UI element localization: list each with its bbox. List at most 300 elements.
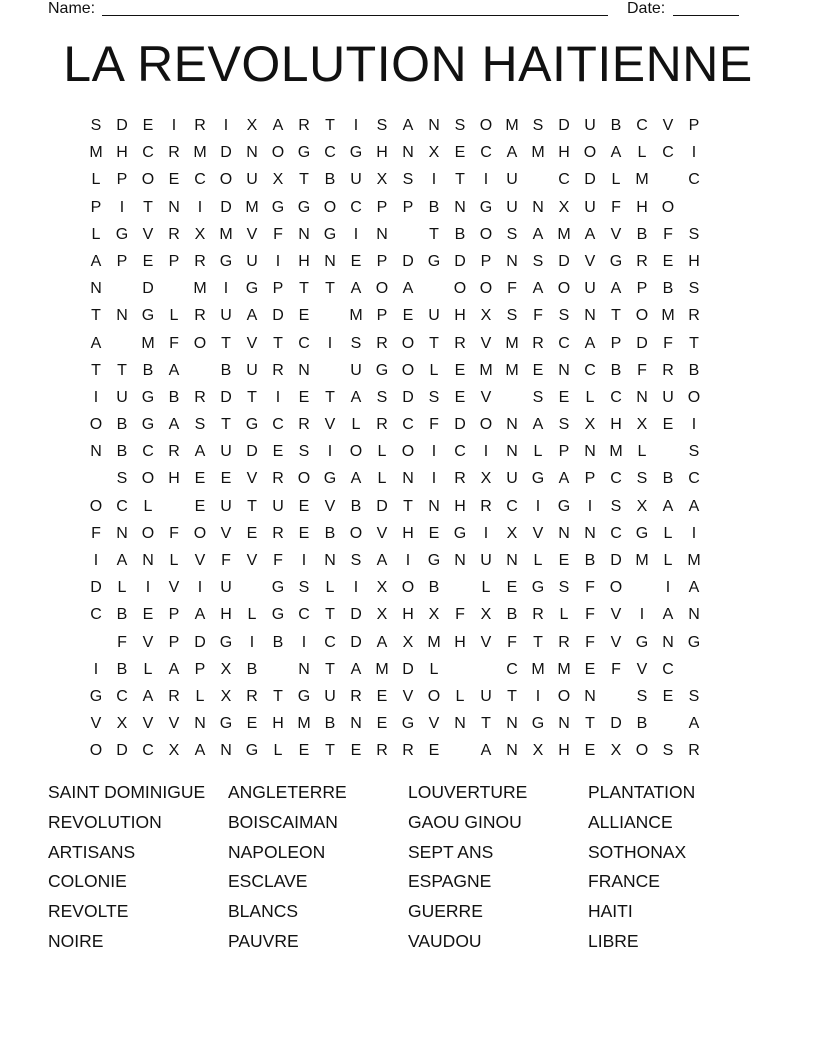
grid-cell: C	[558, 171, 570, 189]
grid-cell: V	[246, 334, 258, 352]
grid-cell: X	[610, 742, 622, 760]
grid-cell: S	[662, 742, 674, 760]
grid-cell: N	[324, 252, 336, 270]
grid-cell: R	[168, 443, 180, 461]
grid-cell: N	[506, 552, 518, 569]
grid-cell: R	[246, 687, 258, 705]
grid-cell: B	[584, 552, 596, 569]
grid-cell: L	[559, 606, 569, 624]
grid-row	[83, 737, 733, 764]
grid-cell: G	[115, 225, 129, 243]
grid-cell: O	[479, 225, 493, 243]
grid-cell: H	[454, 307, 466, 325]
grid-cell: O	[193, 524, 207, 542]
grid-cell: B	[324, 524, 336, 542]
grid-cell: O	[375, 280, 389, 298]
grid-cell: V	[194, 552, 206, 569]
grid-cell: N	[90, 280, 102, 298]
grid-cell: I	[639, 606, 645, 624]
grid-cell: F	[169, 524, 179, 542]
grid-cell: F	[585, 606, 595, 624]
grid-cell: G	[349, 144, 363, 162]
grid-cell: X	[532, 742, 544, 760]
grid-cell	[655, 438, 681, 465]
grid-cell: A	[194, 606, 206, 624]
grid-cell: L	[663, 524, 673, 542]
grid-cell: H	[298, 252, 310, 270]
grid-cell: N	[324, 552, 336, 569]
grid-cell: I	[93, 552, 99, 569]
grid-cell: B	[610, 361, 622, 379]
grid-cell: E	[662, 416, 674, 434]
grid-cell	[499, 384, 525, 411]
grid-cell: M	[557, 660, 571, 678]
grid-cell: B	[610, 117, 622, 134]
grid-cell: E	[506, 579, 518, 597]
grid-cell: O	[89, 497, 103, 515]
grid-cell: I	[665, 579, 671, 597]
grid-cell: M	[219, 225, 233, 243]
grid-cell: U	[246, 361, 258, 379]
grid-cell: N	[168, 198, 180, 216]
grid-cell: A	[662, 606, 674, 624]
grid-cell: L	[585, 388, 595, 406]
grid-row	[83, 221, 733, 248]
grid-cell: X	[168, 742, 180, 760]
grid-cell: G	[479, 198, 493, 216]
word-list	[48, 778, 768, 957]
grid-cell: H	[402, 524, 414, 542]
grid-cell: V	[480, 388, 492, 406]
grid-cell: F	[429, 416, 439, 434]
grid-cell: E	[272, 443, 284, 461]
grid-cell: E	[350, 252, 362, 270]
grid-cell: X	[376, 606, 388, 624]
grid-cell: T	[221, 416, 231, 434]
grid-cell: P	[90, 198, 102, 216]
grid-cell: I	[691, 524, 697, 542]
grid-cell: B	[636, 715, 648, 733]
grid-cell: N	[298, 361, 310, 379]
grid-cell: T	[325, 606, 335, 624]
grid-cell: X	[376, 171, 388, 189]
grid-cell: I	[171, 117, 177, 134]
grid-cell: M	[89, 144, 103, 162]
grid-cell: R	[194, 388, 206, 406]
grid-row	[83, 302, 733, 329]
grid-cell: G	[323, 470, 337, 488]
grid-cell: O	[557, 687, 571, 705]
grid-cell	[109, 330, 135, 357]
grid-cell: S	[558, 416, 570, 434]
word-list-item: NOIRE	[48, 930, 104, 951]
grid-cell: U	[662, 388, 674, 406]
grid-cell: U	[506, 470, 518, 488]
grid-cell: N	[558, 524, 570, 542]
grid-cell: R	[168, 144, 180, 162]
grid-cell: T	[247, 388, 257, 406]
grid-cell: A	[688, 497, 700, 515]
grid-cell: I	[431, 443, 437, 461]
grid-cell: B	[428, 579, 440, 597]
grid-cell: L	[91, 171, 101, 189]
grid-row	[83, 139, 733, 166]
grid-cell: X	[272, 171, 284, 189]
grid-cell: D	[194, 633, 206, 651]
grid-cell: O	[687, 388, 701, 406]
grid-cell: S	[532, 388, 544, 406]
grid-cell: V	[142, 715, 154, 733]
grid-cell: N	[584, 687, 596, 705]
header-line	[48, 0, 748, 20]
grid-cell: A	[558, 470, 570, 488]
grid-cell: N	[584, 307, 596, 325]
grid-cell: G	[297, 687, 311, 705]
grid-cell: L	[663, 552, 673, 569]
grid-cell: T	[117, 361, 127, 379]
grid-cell: H	[558, 144, 570, 162]
grid-row	[83, 275, 733, 302]
grid-cell: E	[662, 687, 674, 705]
grid-cell: B	[454, 225, 466, 243]
grid-cell: N	[376, 225, 388, 243]
grid-cell: P	[480, 252, 492, 270]
grid-cell: B	[116, 660, 128, 678]
word-list-item: PLANTATION	[588, 782, 696, 802]
grid-cell: O	[141, 524, 155, 542]
grid-cell: H	[558, 742, 570, 760]
grid-cell: T	[689, 334, 699, 352]
grid-cell: P	[194, 660, 206, 678]
grid-cell: N	[298, 225, 310, 243]
grid-cell: O	[583, 144, 597, 162]
grid-cell	[317, 357, 343, 384]
grid-cell: A	[168, 361, 180, 379]
grid-row	[83, 194, 733, 221]
grid-cell: T	[585, 715, 595, 733]
word-list-item: BLANCS	[228, 901, 299, 922]
grid-cell: S	[116, 470, 128, 488]
grid-cell: G	[245, 280, 259, 298]
grid-cell: U	[220, 307, 232, 325]
grid-cell: P	[168, 252, 180, 270]
grid-cell: S	[532, 252, 544, 270]
grid-cell: G	[531, 579, 545, 597]
grid-cell: L	[377, 443, 387, 461]
grid-cell: C	[610, 388, 622, 406]
grid-cell: N	[558, 715, 570, 733]
grid-cell: L	[637, 144, 647, 162]
grid-cell: B	[662, 470, 674, 488]
grid-cell: A	[272, 117, 284, 134]
grid-cell: R	[636, 252, 648, 270]
grid-cell: D	[90, 579, 102, 597]
grid-cell: E	[584, 742, 596, 760]
grid-cell: A	[506, 144, 518, 162]
grid-cell: O	[271, 144, 285, 162]
word-list-item: ALLIANCE	[588, 811, 673, 832]
grid-cell: F	[585, 633, 595, 651]
grid-cell	[447, 737, 473, 764]
grid-cell: I	[119, 198, 125, 216]
grid-cell: R	[194, 307, 206, 325]
grid-cell	[421, 275, 447, 302]
grid-cell: A	[532, 280, 544, 298]
grid-cell: D	[220, 144, 232, 162]
grid-cell: A	[90, 252, 102, 270]
grid-cell: L	[611, 171, 621, 189]
grid-row	[83, 166, 733, 193]
grid-cell: R	[272, 361, 284, 379]
grid-cell: S	[506, 307, 518, 325]
grid-cell: A	[532, 416, 544, 434]
grid-cell: X	[220, 660, 232, 678]
grid-cell: T	[455, 171, 465, 189]
grid-cell: M	[427, 633, 441, 651]
grid-cell: I	[327, 334, 333, 352]
word-list-item: SAINT DOMINIGUE	[48, 782, 206, 802]
word-list-item: ARTISANS	[48, 841, 136, 862]
grid-row	[83, 330, 733, 357]
grid-cell: L	[117, 579, 127, 597]
grid-cell: S	[376, 388, 388, 406]
grid-cell: C	[402, 416, 414, 434]
grid-cell: E	[428, 524, 440, 542]
grid-cell: O	[219, 171, 233, 189]
grid-cell: B	[662, 280, 674, 298]
grid-cell: G	[219, 633, 233, 651]
grid-cell: X	[506, 524, 518, 542]
word-list-item: REVOLUTION	[48, 811, 162, 832]
grid-cell: A	[662, 497, 674, 515]
grid-cell: C	[558, 334, 570, 352]
word-list-item: VAUDOU	[408, 930, 482, 951]
grid-cell: D	[584, 171, 596, 189]
grid-cell: F	[273, 225, 283, 243]
grid-cell: G	[609, 252, 623, 270]
grid-cell: I	[197, 198, 203, 216]
grid-cell: I	[587, 497, 593, 515]
grid-cell: M	[661, 307, 675, 325]
grid-cell: M	[687, 552, 701, 569]
grid-cell: U	[246, 252, 258, 270]
grid-cell: R	[532, 606, 544, 624]
grid-cell: N	[116, 307, 128, 325]
grid-cell: G	[245, 416, 259, 434]
grid-cell: U	[350, 361, 362, 379]
grid-cell: X	[194, 225, 206, 243]
grid-cell: V	[246, 552, 258, 569]
grid-cell: D	[402, 388, 414, 406]
grid-cell: T	[299, 280, 309, 298]
grid-cell: C	[272, 416, 284, 434]
grid-cell: O	[661, 198, 675, 216]
grid-cell: G	[141, 307, 155, 325]
grid-cell: N	[454, 552, 466, 569]
grid-cell: D	[220, 198, 232, 216]
grid-cell: O	[349, 524, 363, 542]
grid-cell: G	[557, 497, 571, 515]
grid-cell: B	[246, 660, 258, 678]
word-list-item: PAUVRE	[228, 930, 299, 951]
grid-cell: C	[454, 443, 466, 461]
word-search-grid	[83, 112, 733, 765]
name-label: Name:	[48, 0, 96, 17]
grid-cell: U	[506, 198, 518, 216]
word-list-item: SOTHONAX	[588, 841, 687, 862]
grid-cell: D	[376, 497, 388, 515]
grid-cell: G	[271, 579, 285, 597]
grid-cell: V	[142, 225, 154, 243]
grid-cell: V	[610, 606, 622, 624]
grid-cell: O	[479, 117, 493, 134]
grid-cell: D	[116, 117, 128, 134]
grid-cell: N	[298, 660, 310, 678]
grid-cell: I	[145, 579, 151, 597]
grid-cell: L	[247, 606, 257, 624]
grid-cell: V	[532, 524, 544, 542]
grid-cell: V	[662, 117, 674, 134]
grid-cell: A	[402, 117, 414, 134]
grid-cell: E	[246, 715, 258, 733]
grid-cell: O	[323, 198, 337, 216]
grid-cell: C	[688, 171, 700, 189]
grid-cell: P	[376, 198, 388, 216]
grid-cell	[525, 166, 551, 193]
grid-cell: H	[454, 633, 466, 651]
grid-cell: T	[91, 307, 101, 325]
grid-cell: R	[376, 334, 388, 352]
grid-cell: R	[194, 252, 206, 270]
grid-cell: A	[350, 660, 362, 678]
grid-cell: H	[454, 497, 466, 515]
grid-cell: C	[298, 334, 310, 352]
grid-cell: I	[93, 660, 99, 678]
grid-cell: G	[635, 524, 649, 542]
grid-cell: N	[454, 715, 466, 733]
grid-cell: C	[506, 497, 518, 515]
grid-cell: U	[584, 117, 596, 134]
grid-cell: I	[483, 171, 489, 189]
grid-cell: O	[557, 280, 571, 298]
grid-cell: T	[91, 361, 101, 379]
grid-cell: E	[584, 660, 596, 678]
grid-cell	[187, 357, 213, 384]
grid-cell: A	[584, 225, 596, 243]
grid-cell: D	[610, 715, 622, 733]
grid-row	[83, 683, 733, 710]
grid-cell: A	[350, 470, 362, 488]
grid-cell: G	[245, 742, 259, 760]
grid-cell: T	[481, 715, 491, 733]
grid-cell: U	[116, 388, 128, 406]
grid-cell: D	[350, 606, 362, 624]
grid-cell: E	[168, 171, 180, 189]
grid-cell: S	[428, 388, 440, 406]
grid-cell: X	[636, 497, 648, 515]
grid-cell: N	[402, 470, 414, 488]
grid-cell: C	[116, 497, 128, 515]
grid-cell: C	[480, 144, 492, 162]
grid-cell: D	[558, 252, 570, 270]
grid-cell: C	[610, 470, 622, 488]
grid-cell: D	[454, 252, 466, 270]
grid-cell: T	[325, 280, 335, 298]
grid-cell: T	[611, 307, 621, 325]
grid-cell: S	[194, 416, 206, 434]
grid-cell: B	[116, 606, 128, 624]
grid-cell: G	[531, 470, 545, 488]
grid-cell: V	[142, 633, 154, 651]
grid-cell: E	[194, 497, 206, 515]
grid-cell: B	[324, 171, 336, 189]
grid-cell: H	[116, 144, 128, 162]
grid-cell: N	[558, 361, 570, 379]
grid-cell: L	[637, 443, 647, 461]
grid-cell: A	[584, 334, 596, 352]
grid-cell: L	[455, 687, 465, 705]
grid-cell: V	[402, 687, 414, 705]
grid-cell: M	[505, 361, 519, 379]
grid-cell: B	[324, 715, 336, 733]
grid-cell: G	[323, 225, 337, 243]
grid-cell: R	[168, 225, 180, 243]
grid-cell: P	[168, 633, 180, 651]
grid-cell: N	[90, 443, 102, 461]
grid-cell: R	[350, 687, 362, 705]
grid-cell: T	[533, 633, 543, 651]
grid-cell: F	[455, 606, 465, 624]
grid-cell: V	[220, 524, 232, 542]
grid-cell: P	[584, 470, 596, 488]
grid-cell: E	[298, 497, 310, 515]
grid-cell: E	[220, 470, 232, 488]
grid-cell: A	[610, 144, 622, 162]
word-list-item: COLONIE	[48, 871, 127, 892]
grid-cell: N	[246, 144, 258, 162]
grid-cell: B	[350, 497, 362, 515]
grid-cell: O	[141, 171, 155, 189]
grid-cell: U	[584, 198, 596, 216]
grid-cell: E	[298, 742, 310, 760]
grid-cell: G	[453, 524, 467, 542]
grid-cell: E	[402, 307, 414, 325]
grid-cell: L	[481, 579, 491, 597]
grid-cell: L	[429, 660, 439, 678]
grid-cell: E	[142, 252, 154, 270]
grid-cell: R	[480, 497, 492, 515]
grid-cell: O	[479, 416, 493, 434]
grid-cell: M	[609, 443, 623, 461]
grid-cell: N	[402, 144, 414, 162]
grid-cell: O	[609, 579, 623, 597]
grid-cell: C	[142, 144, 154, 162]
grid-cell: A	[116, 552, 128, 569]
grid-cell: T	[325, 742, 335, 760]
grid-cell: N	[428, 497, 440, 515]
grid-cell: H	[272, 715, 284, 733]
grid-cell: O	[297, 470, 311, 488]
grid-cell: G	[427, 252, 441, 270]
grid-cell: I	[691, 416, 697, 434]
page-title: LA REVOLUTION HAITIENNE	[63, 36, 753, 92]
grid-row	[83, 384, 733, 411]
grid-cell: U	[480, 687, 492, 705]
grid-cell: V	[246, 470, 258, 488]
grid-cell: V	[324, 416, 336, 434]
grid-cell: E	[194, 470, 206, 488]
grid-row	[83, 547, 733, 574]
